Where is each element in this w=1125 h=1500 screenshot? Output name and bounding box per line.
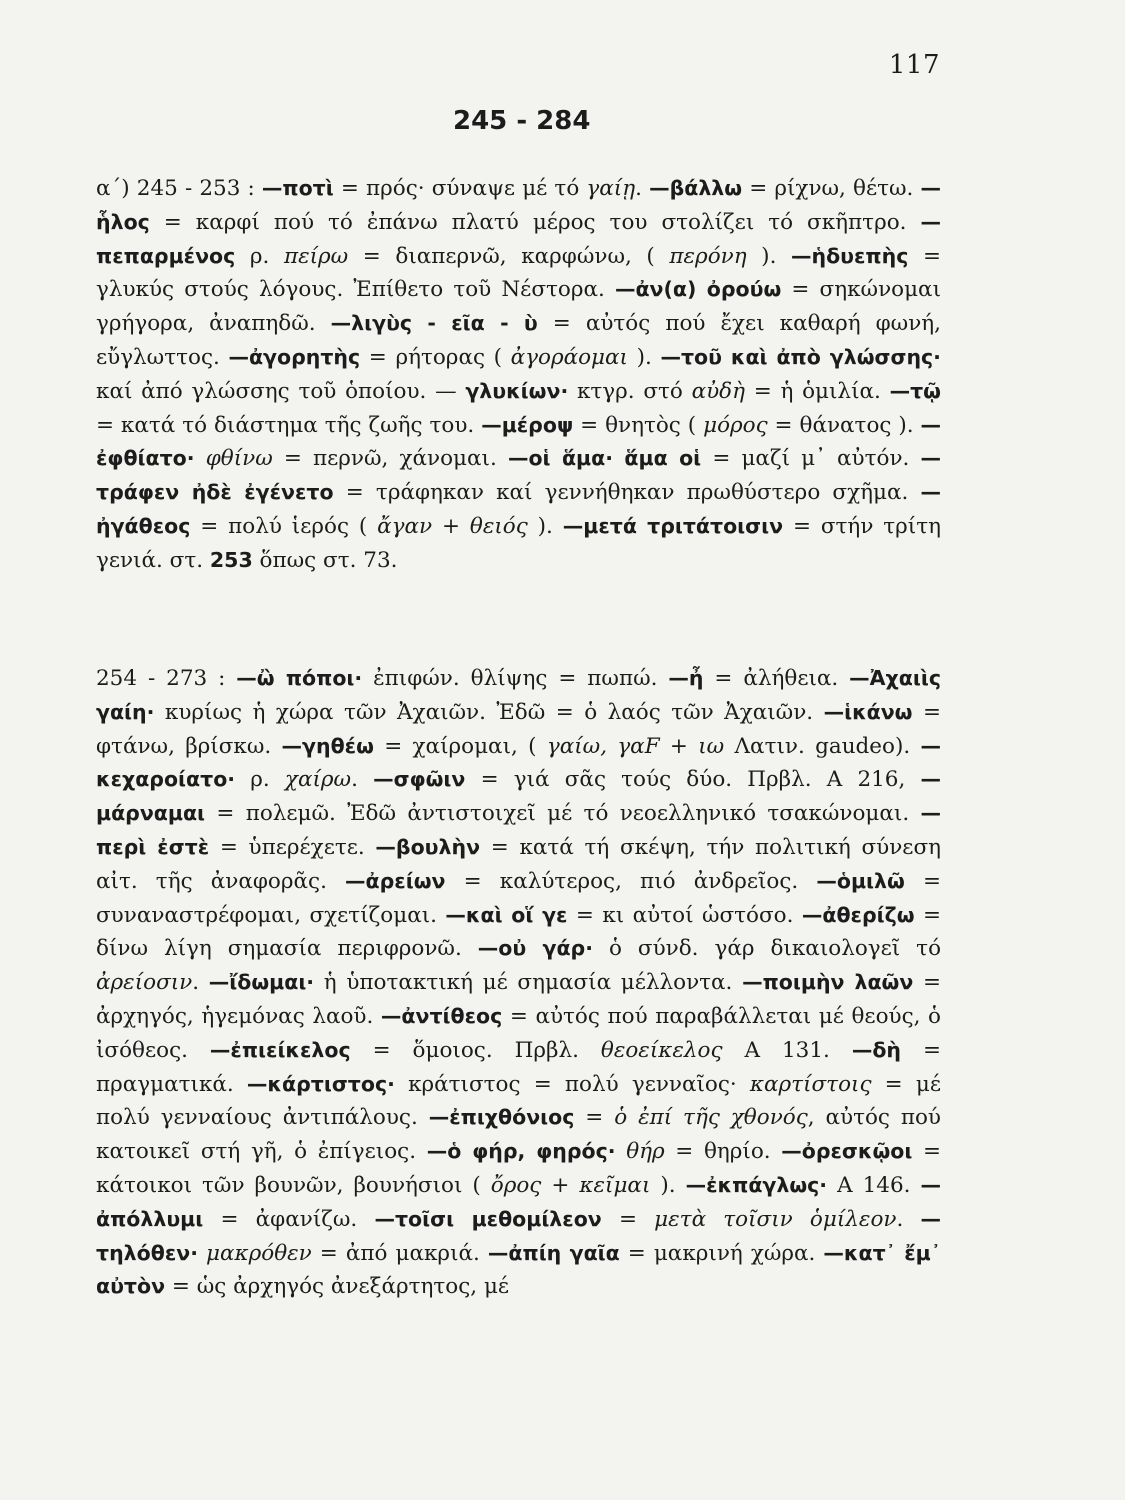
gloss-text: = κι αὐτοί ὡστόσο. <box>567 902 802 928</box>
gloss-text: κράτιστος = πολύ γενναῖος· <box>394 1071 750 1097</box>
gloss-text <box>195 446 206 471</box>
lemma-term: —οὐ γάρ· <box>477 936 594 961</box>
gloss-text: ρ. <box>235 767 285 793</box>
lemma-term: —πεπαρμένος <box>96 209 941 268</box>
gloss-text: = περνῶ, χάνομαι. <box>272 446 508 472</box>
lemma-term: —τηλόθεν· <box>96 1206 942 1265</box>
lemma-term: —δὴ <box>851 1037 901 1062</box>
lemma-term: —λιγὺς - εῖα - ὺ <box>330 311 538 336</box>
gloss-text: = κατά τό διάστημα τῆς ζωῆς του. <box>96 412 482 438</box>
gloss-text: ρ. <box>235 243 284 269</box>
italic-term: περόνη <box>669 243 747 269</box>
gloss-text: ἡ ὑποτακτική μέ σημασία μέλλοντα. <box>314 970 743 996</box>
gloss-text: = ρήτορας ( <box>360 344 511 370</box>
lemma-term: —ἱκάνω <box>823 699 913 724</box>
lemma-term: —τοῖσι μεθομίλεον <box>374 1206 602 1231</box>
italic-term: θειός <box>469 513 528 539</box>
lemma-term: —ἀντίθεος <box>380 1003 503 1028</box>
lemma-term: —ἴδωμαι· <box>208 970 315 995</box>
lemma-term: —ὁμιλῶ <box>816 868 905 893</box>
italic-term: ἀγοράομαι <box>510 344 628 370</box>
lemma-term: —βάλλω <box>649 176 743 200</box>
commentary-paragraph-1 <box>96 172 941 578</box>
lemma-term: —τράφεν ἠδὲ ἐγένετο <box>96 446 941 505</box>
gloss-text: = πολεμῶ. Ἐδῶ ἀντιστοιχεῖ μέ τό νεοελληνικό τσακώνομαι. <box>205 801 921 827</box>
lemma-term: —κατ᾽ ἔμ᾽ αὐτὸν <box>96 1240 941 1299</box>
lemma-term: —οἱ ἅμα· ἅμα οἱ <box>507 446 702 471</box>
lemma-term: —ἀθερίζω <box>801 902 915 927</box>
italic-term: ἀρείοσιν <box>96 970 193 996</box>
italic-term: καρτίστοις <box>749 1071 872 1097</box>
gloss-text: = ἀφανίζω. <box>203 1206 375 1232</box>
gloss-text: = πραγματικά. <box>96 1037 941 1097</box>
gloss-text: . <box>635 176 650 201</box>
gloss-text: = συναναστρέφομαι, σχετίζομαι. <box>96 868 941 928</box>
gloss-text: = κατά τή σκέψη, τήν πολιτική σύνεση αἰτ. τῆς ἀναφορᾶς. <box>96 834 942 894</box>
lemma-term: —ἧλος <box>96 176 941 234</box>
gloss-text: = <box>601 1206 655 1232</box>
lemma-term: —ἀν(α) ὀρούω <box>614 277 782 302</box>
gloss-text: Α 131. <box>722 1037 852 1063</box>
gloss-text: + <box>432 513 470 539</box>
italic-term: αὐδὴ <box>691 378 746 404</box>
lemma-term: —κάρτιστος· <box>246 1071 395 1096</box>
gloss-text: κτγρ. στό <box>568 378 692 404</box>
gloss-text: = σηκώνομαι γρήγορα, ἀναπηδῶ. <box>96 277 942 337</box>
lemma-term: —περὶ ἐστὲ <box>96 801 941 859</box>
gloss-text: + <box>541 1172 580 1198</box>
lemma-term: —ἐκπάγλως· <box>685 1172 828 1197</box>
gloss-text: = ὑπερέχετε. <box>209 834 376 860</box>
lemma-term: —ἐπιείκελος <box>209 1037 351 1062</box>
gloss-text: = ἀρχηγός, ἡγεμόνας λαοῦ. <box>96 970 942 1029</box>
gloss-text: = τράφηκαν καί γεννήθηκαν πρωθύστερο σχῆμα. <box>333 480 921 506</box>
italic-term: φθίνω <box>205 446 273 472</box>
lemma-term: γλυκίων· <box>465 378 569 403</box>
lemma-term: —ἀγορητὴς <box>228 344 361 369</box>
lemma-term: —μέροψ <box>481 412 574 437</box>
italic-term: μόρος <box>703 412 768 438</box>
gloss-text: = θηρίο. <box>664 1139 782 1165</box>
gloss-text: = θνητὸς ( <box>573 412 704 438</box>
gloss-text: = στήν τρίτη γενιά. στ. <box>96 513 941 573</box>
lemma-term: —ἀπόλλυμι <box>96 1172 942 1231</box>
lemma-term: —μάρναμαι <box>96 767 941 826</box>
gloss-text: ). <box>650 1172 686 1198</box>
italic-term: ἄγαν <box>377 513 433 539</box>
gloss-text: = ἀλήθεια. <box>703 666 850 691</box>
lemma-term: —κεχαροίατο· <box>96 733 942 792</box>
gloss-text: καί ἀπό γλώσσης τοῦ ὁποίου. — <box>96 378 466 404</box>
gloss-text: = γιά σᾶς τούς δύο. Πρβλ. Α 216, <box>465 767 921 793</box>
lemma-term: —καὶ οἵ γε <box>445 902 568 927</box>
italic-term: μακρόθεν <box>206 1240 312 1266</box>
italic-term: μετὰ τοῖσιν ὁμίλεον <box>654 1206 897 1232</box>
gloss-text: κυρίως ἡ χώρα τῶν Ἀχαιῶν. Ἐδῶ = ὁ λαός τῶν Ἀχαιῶν. <box>154 699 824 725</box>
lemma-term: —βουλὴν <box>375 834 481 859</box>
gloss-text: = <box>574 1105 615 1131</box>
gloss-text <box>616 1139 627 1164</box>
gloss-text: = φτάνω, βρίσκω. <box>96 699 941 759</box>
lemma-term: —ἐπιχθόνιος <box>428 1105 575 1130</box>
gloss-text: ). <box>527 513 563 539</box>
gloss-text: = μακρινή χώρα. <box>619 1240 824 1266</box>
gloss-text: ). <box>746 243 791 269</box>
gloss-text: = μέ πολύ γενναίους ἀντιπάλους. <box>96 1071 941 1131</box>
gloss-text: = καρφί πού τό ἐπάνω πλατύ μέρος του στολίζει τό σκῆπτρο. <box>149 209 921 235</box>
italic-term: πείρω <box>283 243 349 269</box>
gloss-text: = μαζί μ᾽ αὐτόν. <box>701 446 921 472</box>
section-heading: 245 - 284 <box>453 106 591 136</box>
gloss-text: = αὐτός πού παραβάλλεται μέ θεούς, ὁ ἰσόθεος. <box>96 1003 941 1063</box>
gloss-text: = ὡς ἀρχηγός ἀνεξάρτητος, μέ <box>165 1274 510 1300</box>
lemma-term: —ἦ <box>668 666 704 690</box>
gloss-text: = θάνατος ). <box>767 412 921 438</box>
lemma-term: —σφῶιν <box>373 767 466 792</box>
lemma-term: 253 <box>209 547 253 572</box>
lemma-term: —ποτὶ <box>261 176 334 200</box>
page-number: 117 <box>888 50 940 80</box>
gloss-text: = ἡ ὁμιλία. <box>745 378 890 404</box>
gloss-text: , αὐτός πού κατοικεῖ στή γῆ, ὁ ἐπίγειος. <box>96 1105 941 1165</box>
gloss-text: = ρίχνω, θέτω. <box>742 176 921 201</box>
gloss-text: = καλύτερος, πιό ἀνδρεῖος. <box>445 868 817 894</box>
italic-term: κεῖμαι <box>579 1172 651 1198</box>
lemma-term: —ἡδυεπὴς <box>790 243 909 268</box>
lemma-term: —ποιμὴν λαῶν <box>742 970 914 995</box>
gloss-text: = γλυκύς στούς λόγους. Ἐπίθετο τοῦ Νέστορα. <box>96 243 941 303</box>
lemma-term: —ὁ φήρ, φηρός· <box>426 1139 616 1164</box>
gloss-text: = χαίρομαι, ( <box>373 733 547 759</box>
gloss-text: = ὅμοιος. Πρβλ. <box>350 1037 601 1063</box>
gloss-text: . <box>896 1206 921 1232</box>
italic-term: θήρ <box>626 1139 665 1165</box>
gloss-text: ἐπιφών. θλίψης = πωπώ. <box>362 666 669 691</box>
gloss-text: = πολύ ἱερός ( <box>190 513 378 539</box>
gloss-text: = ἀπό μακριά. <box>311 1240 488 1266</box>
gloss-text: ). <box>627 344 661 370</box>
gloss-text: Α 146. <box>827 1172 921 1198</box>
lemma-term: —ἠγάθεος <box>96 480 941 538</box>
gloss-text: = αὐτός πού ἔχει καθαρή φωνή, εὔγλωττος. <box>96 311 941 370</box>
gloss-text: . <box>351 767 374 793</box>
italic-term: χαίρω <box>284 767 352 793</box>
lemma-term: —γηθέω <box>281 733 374 758</box>
lemma-term: —ἀρείων <box>345 868 446 893</box>
gloss-text <box>198 1241 206 1266</box>
italic-term: ὁ ἐπί τῆς χθονός <box>614 1105 808 1131</box>
gloss-text: = κάτοικοι τῶν βουνῶν, βουνήσιοι ( <box>96 1139 941 1198</box>
gloss-text: . <box>192 970 209 996</box>
gloss-text: = πρός· σύναψε μέ τό <box>333 176 587 201</box>
gloss-text: = δίνω λίγη σημασία περιφρονῶ. <box>96 902 942 962</box>
italic-term: γαίῃ <box>586 176 636 201</box>
gloss-text: ὁ σύνδ. γάρ δικαιολογεῖ τό <box>593 936 942 962</box>
gloss-text: ὅπως στ. 73. <box>252 547 398 573</box>
gloss-text: 254 - 273 : <box>96 666 237 691</box>
lemma-term: —τοῦ καὶ ἀπὸ γλώσσης· <box>660 344 941 369</box>
gloss-text: = διαπερνῶ, καρφώνω, ( <box>348 243 670 269</box>
lemma-term: —μετά τριτάτοισιν <box>562 513 784 538</box>
lemma-term: —ἐφθίατο· <box>96 412 941 471</box>
gloss-text: Λατιν. gaudeo). <box>724 733 921 759</box>
italic-term: θεοείκελος <box>600 1037 723 1063</box>
italic-term: γαίω, γαF + ιω <box>546 733 725 759</box>
lemma-term: —ὀρεσκῷοι <box>781 1139 913 1164</box>
lemma-term: —ἀπίη γαῖα <box>487 1240 620 1265</box>
commentary-paragraph-2 <box>96 662 941 1304</box>
gloss-text: α΄) 245 - 253 : <box>96 176 262 201</box>
lemma-term: —τῷ <box>889 378 941 403</box>
italic-term: ὄρος <box>490 1172 542 1198</box>
lemma-term: —Ἀχαιὶς γαίη· <box>96 666 941 724</box>
lemma-term: —ὢ πόποι· <box>236 666 363 690</box>
